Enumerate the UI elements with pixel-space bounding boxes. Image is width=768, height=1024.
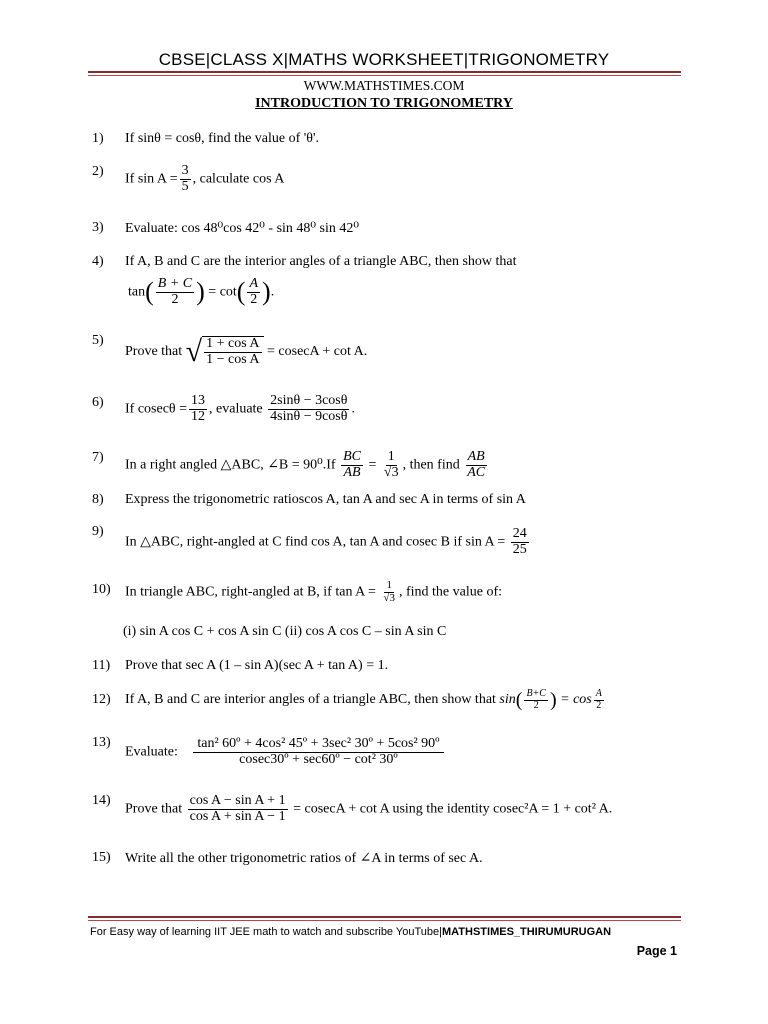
question-number: 11) [92,658,111,673]
question-text: In △ABC, right-angled at C find cos A, tan A and cosec B if sin A = [125,534,506,550]
website-link[interactable]: WWW.MATHSTIMES.COM [303,78,465,93]
question-number: 3) [92,220,104,235]
question-text: , calculate cos A [192,171,285,187]
question-number: 15) [92,850,111,865]
square-root: √ $\frac{\text{1 + cos A}}{\text{1 − cos A}}$ [186,336,264,367]
tan-label: tan [128,284,146,300]
fraction: $\frac{3}{5}$ [181,163,189,194]
footer-divider [88,916,681,921]
question-text: In a right angled △ABC, ∠B = 90⁰.If [125,457,336,473]
question-number: 1) [92,131,104,146]
question-text: Prove that sec A (1 – sin A)(sec A + tan A) = 1. [125,658,389,673]
question-number: 4) [92,254,104,269]
question-number: 6) [92,395,104,410]
question-text: Write all the other trigonometric ratios of ∠A in terms of sec A. [125,851,483,866]
question-number: 8) [92,492,104,507]
question-text: Evaluate: [125,744,178,760]
question-number: 10) [92,582,111,597]
cot-label: = cot [208,284,237,300]
footer-note [90,926,611,938]
question-text: Prove that [125,343,183,359]
section-heading: INTRODUCTION TO TRIGONOMETRY [255,96,513,111]
question-number: 9) [92,524,104,539]
question-text: = cosecA + cot A. [267,343,368,359]
question-number: 13) [92,735,111,750]
footer-text: For Easy way of learning IIT JEE math to watch and subscribe YouTube| [90,926,442,938]
question-text: If cosecθ = [125,401,188,417]
question-text: If sin A = [125,171,178,187]
question-text: Prove that [125,801,183,817]
header-divider [88,71,681,76]
question-number: 2) [92,164,104,179]
question-number: 12) [92,692,111,707]
question-text: In triangle ABC, right-angled at B, if tan A = [125,584,376,600]
question-text: Express the trigonometric ratioscos A, tan A and sec A in terms of sin A [125,492,526,507]
question-text: = cosecA + cot A using the identity cosec²A = 1 + cot² A. [293,801,613,817]
page-number: Page 1 [636,944,677,958]
question-subparts: (i) sin A cos C + cos A sin C (ii) cos A cos C – sin A sin C [123,624,447,639]
question-text: If sinθ = cosθ, find the value of 'θ'. [125,131,320,146]
question-number: 14) [92,793,111,808]
worksheet-title: CBSE|CLASS X|MATHS WORKSHEET|TRIGONOMETRY [158,50,610,69]
question-number: 7) [92,450,104,465]
question-text: If A, B and C are interior angles of a triangle ABC, then show that [125,692,496,708]
question-number: 5) [92,333,104,348]
footer-brand[interactable]: MATHSTIMES_THIRUMURUGAN [442,926,612,938]
question-text: Evaluate: cos 48⁰cos 42⁰ - sin 48⁰ sin 42⁰ [125,221,359,236]
question-text: If A, B and C are the interior angles of a triangle ABC, then show that [125,254,517,269]
